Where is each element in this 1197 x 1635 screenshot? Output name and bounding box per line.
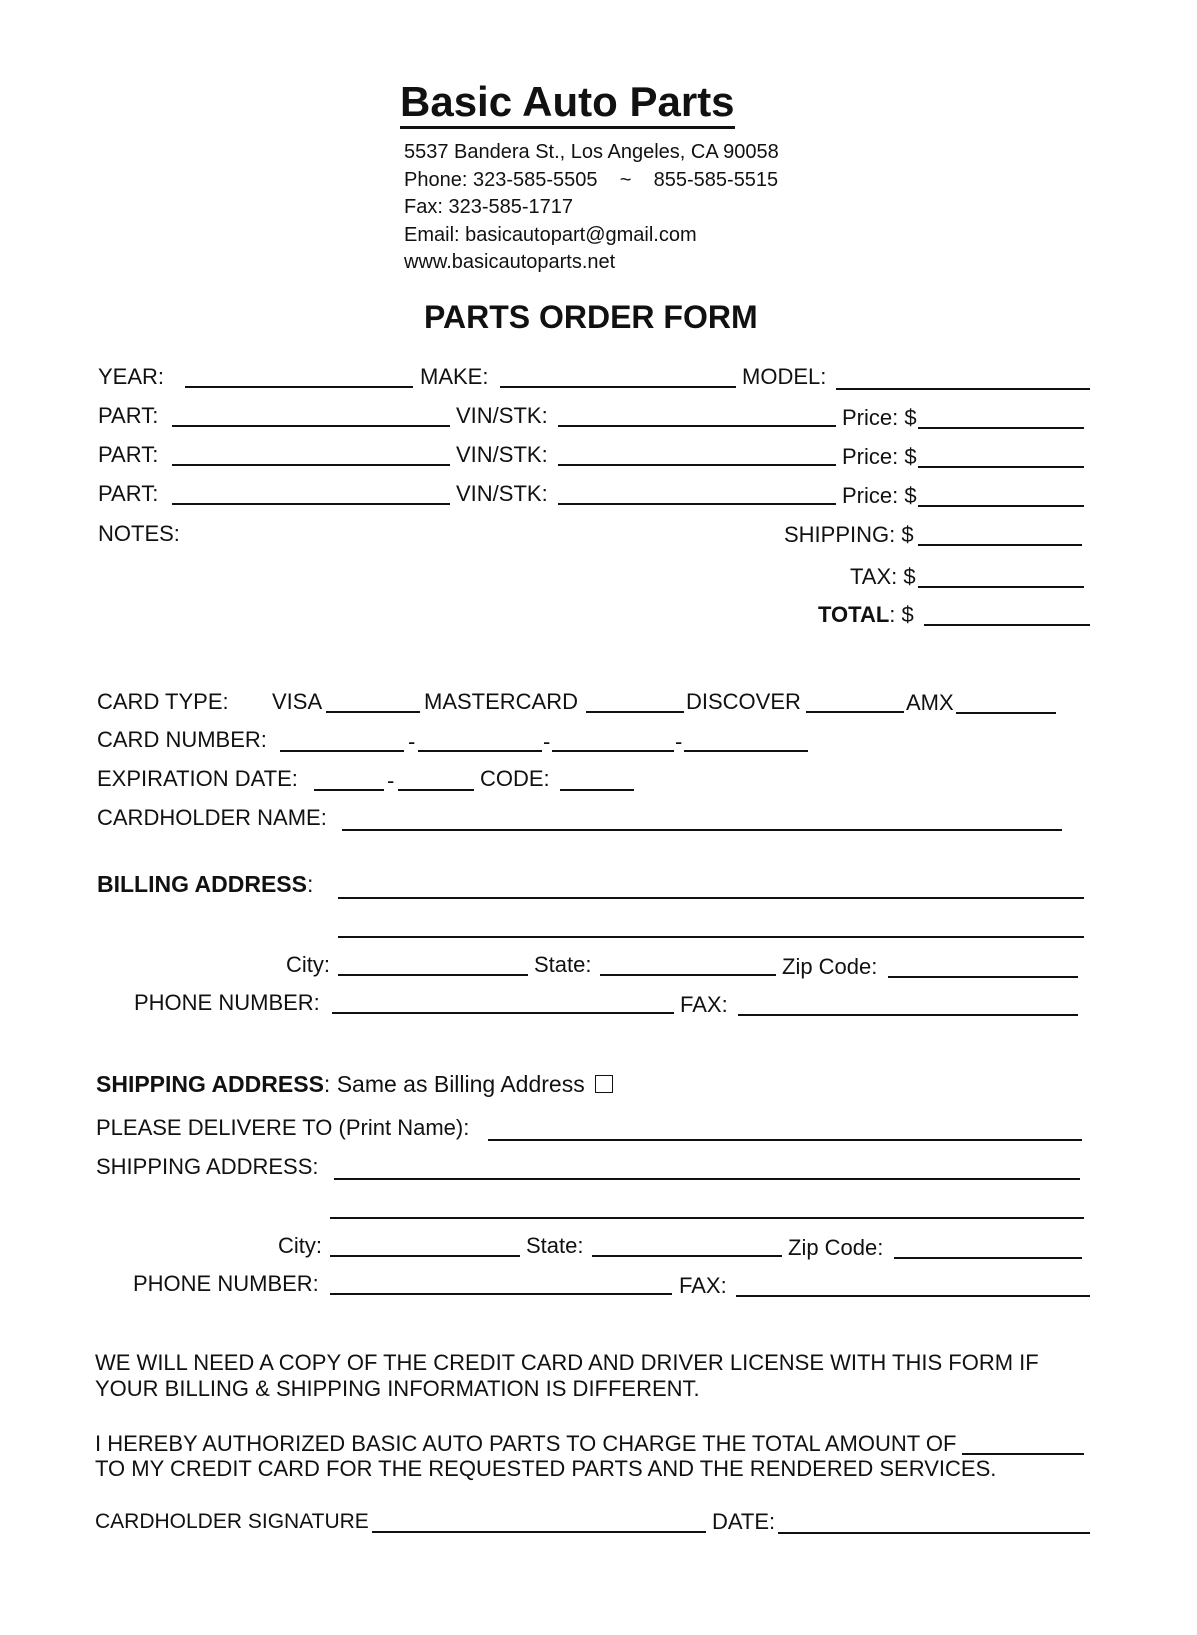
- billing-address-field-1[interactable]: [338, 897, 1084, 899]
- amx-field[interactable]: [956, 712, 1056, 714]
- shipping-zip-field[interactable]: [894, 1257, 1082, 1259]
- mastercard-field[interactable]: [586, 711, 684, 713]
- expiration-dash: -: [387, 768, 395, 793]
- card-number-dash-1: -: [408, 729, 416, 754]
- same-as-billing-label: : Same as Billing Address: [323, 1071, 585, 1097]
- vin-field-3[interactable]: [558, 503, 836, 505]
- signature-field[interactable]: [372, 1531, 706, 1533]
- billing-city-field[interactable]: [338, 974, 528, 976]
- shipping-fax-field[interactable]: [736, 1295, 1090, 1297]
- year-label: YEAR:: [98, 364, 165, 389]
- billing-address-heading: [97, 871, 313, 897]
- billing-phone-field[interactable]: [332, 1012, 674, 1014]
- same-as-billing-checkbox[interactable]: [595, 1075, 613, 1093]
- vin-label-3: VIN/STK:: [456, 481, 548, 506]
- discover-field[interactable]: [806, 711, 904, 713]
- billing-fax-field[interactable]: [738, 1014, 1078, 1016]
- form-title: PARTS ORDER FORM: [424, 299, 758, 335]
- company-email: Email: basicautopart@gmail.com: [404, 224, 697, 246]
- tax-field[interactable]: [918, 586, 1084, 588]
- authorization-line-2: TO MY CREDIT CARD FOR THE REQUESTED PARTS AND THE RENDERED SERVICES.: [95, 1456, 997, 1481]
- visa-field[interactable]: [326, 711, 420, 713]
- company-fax: Fax: 323-585-1717: [404, 196, 574, 218]
- price-field-3[interactable]: [918, 505, 1084, 507]
- card-number-group-4[interactable]: [684, 750, 808, 752]
- code-field[interactable]: [560, 789, 634, 791]
- signature-label: CARDHOLDER SIGNATURE: [95, 1510, 369, 1533]
- card-type-label: CARD TYPE:: [97, 689, 229, 714]
- year-field[interactable]: [185, 386, 413, 388]
- card-number-dash-2: -: [543, 729, 551, 754]
- make-field[interactable]: [500, 386, 736, 388]
- notice-line-1: WE WILL NEED A COPY OF THE CREDIT CARD AND DRIVER LICENSE WITH THIS FORM IF: [95, 1350, 1039, 1375]
- billing-address-field-2[interactable]: [338, 936, 1084, 938]
- company-phone: Phone: 323-585-5505 ~ 855-585-5515: [404, 169, 779, 191]
- shipping-state-label: State:: [526, 1233, 584, 1258]
- company-name: Basic Auto Parts: [400, 78, 735, 129]
- mastercard-label: MASTERCARD: [424, 689, 579, 714]
- part-label-1: PART:: [98, 403, 159, 428]
- deliver-to-field[interactable]: [488, 1139, 1082, 1141]
- shipping-city-label: City:: [278, 1233, 322, 1258]
- discover-label: DISCOVER: [686, 689, 801, 714]
- card-number-label: CARD NUMBER:: [97, 727, 267, 752]
- card-number-group-1[interactable]: [280, 750, 404, 752]
- billing-phone-label: PHONE NUMBER:: [134, 990, 320, 1015]
- total-field[interactable]: [924, 624, 1090, 626]
- tax-label: TAX: $: [850, 564, 916, 589]
- card-number-group-3[interactable]: [552, 750, 674, 752]
- shipping-address-title: SHIPPING ADDRESS: [96, 1071, 324, 1097]
- price-field-2[interactable]: [918, 466, 1084, 468]
- shipping-phone-field[interactable]: [330, 1293, 672, 1295]
- visa-label: VISA: [272, 689, 323, 714]
- shipping-address-field-1[interactable]: [334, 1178, 1080, 1180]
- billing-city-label: City:: [286, 952, 330, 977]
- cardholder-name-field[interactable]: [342, 829, 1062, 831]
- date-field[interactable]: [778, 1532, 1090, 1534]
- price-label-3: Price: $: [842, 483, 917, 508]
- shipping-state-field[interactable]: [592, 1255, 782, 1257]
- deliver-to-label: PLEASE DELIVERE TO (Print Name):: [96, 1115, 470, 1140]
- price-field-1[interactable]: [918, 427, 1084, 429]
- vin-field-1[interactable]: [558, 425, 836, 427]
- notice-line-2: YOUR BILLING & SHIPPING INFORMATION IS DIFFERENT.: [95, 1376, 700, 1401]
- company-address: 5537 Bandera St., Los Angeles, CA 90058: [404, 141, 779, 163]
- shipping-address-heading: [96, 1071, 613, 1097]
- notes-label: NOTES:: [98, 521, 180, 546]
- expiration-year-field[interactable]: [398, 789, 474, 791]
- billing-fax-label: FAX:: [680, 992, 728, 1017]
- part-field-3[interactable]: [172, 503, 450, 505]
- vin-label-1: VIN/STK:: [456, 403, 548, 428]
- shipping-address-field-2[interactable]: [330, 1217, 1084, 1219]
- code-label: CODE:: [480, 766, 550, 791]
- part-label-3: PART:: [98, 481, 159, 506]
- model-label: MODEL:: [742, 364, 827, 389]
- shipping-field[interactable]: [918, 544, 1082, 546]
- billing-zip-field[interactable]: [888, 976, 1078, 978]
- total-label: [818, 602, 914, 628]
- shipping-address-label: SHIPPING ADDRESS:: [96, 1154, 319, 1179]
- vin-field-2[interactable]: [558, 464, 836, 466]
- billing-state-label: State:: [534, 952, 592, 977]
- vin-label-2: VIN/STK:: [456, 442, 548, 467]
- shipping-zip-label: Zip Code:: [788, 1235, 884, 1260]
- make-label: MAKE:: [420, 364, 489, 389]
- company-website: www.basicautoparts.net: [404, 251, 616, 273]
- card-number-dash-3: -: [675, 729, 683, 754]
- authorization-line-1: I HEREBY AUTHORIZED BASIC AUTO PARTS TO CHARGE THE TOTAL AMOUNT OF: [95, 1431, 957, 1456]
- part-field-1[interactable]: [172, 425, 450, 427]
- expiration-label: EXPIRATION DATE:: [97, 766, 298, 791]
- expiration-month-field[interactable]: [314, 789, 384, 791]
- billing-zip-label: Zip Code:: [782, 954, 878, 979]
- part-label-2: PART:: [98, 442, 159, 467]
- shipping-phone-label: PHONE NUMBER:: [133, 1271, 319, 1296]
- date-label: DATE:: [712, 1509, 776, 1534]
- shipping-label: SHIPPING: $: [784, 522, 914, 547]
- billing-address-title: BILLING ADDRESS: [97, 871, 307, 897]
- card-number-group-2[interactable]: [418, 750, 542, 752]
- part-field-2[interactable]: [172, 464, 450, 466]
- model-field[interactable]: [836, 388, 1090, 390]
- price-label-1: Price: $: [842, 405, 917, 430]
- price-label-2: Price: $: [842, 444, 917, 469]
- authorized-amount-field[interactable]: [962, 1453, 1084, 1455]
- amx-label: AMX: [906, 690, 954, 715]
- total-label-text: TOTAL: [818, 602, 890, 627]
- shipping-city-field[interactable]: [330, 1255, 520, 1257]
- shipping-fax-label: FAX:: [679, 1273, 727, 1298]
- cardholder-name-label: CARDHOLDER NAME:: [97, 805, 327, 830]
- total-label-suffix: : $: [889, 602, 914, 627]
- billing-state-field[interactable]: [600, 974, 776, 976]
- billing-address-colon: :: [307, 871, 314, 897]
